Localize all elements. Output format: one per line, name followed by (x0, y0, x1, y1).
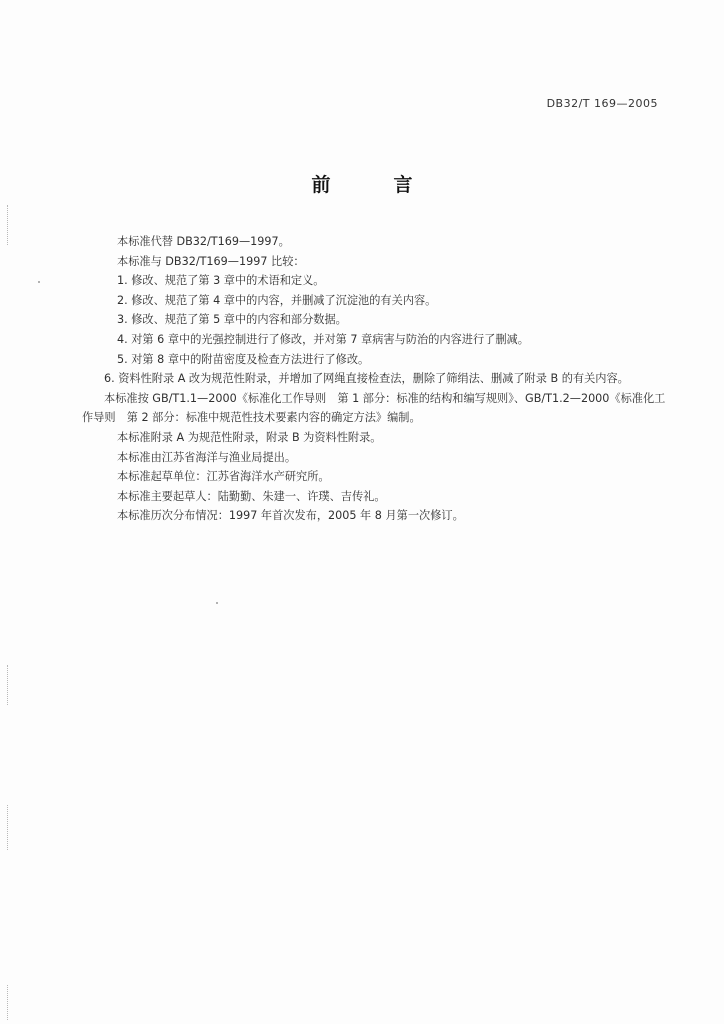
paragraph-comparison: 本标准与 DB32/T169—1997 比较： (117, 254, 305, 268)
scan-speck (216, 602, 218, 604)
standard-code: DB32/T 169—2005 (546, 97, 658, 110)
paragraph-drafting-rules: 本标准按 GB/T1.1—2000《标准化工作导则 第 1 部分：标准的结构和编写规则》、GB/T1.2—2000《标准化工作导则 第 2 部分：标准中规范性技术要素内容的确定方法》编制。 (82, 391, 666, 425)
scan-edge-mark (7, 665, 10, 705)
scan-edge-mark (7, 985, 10, 1020)
scan-speck (38, 281, 40, 283)
paragraph-proposer: 本标准由江苏省海洋与渔业局提出。 (117, 450, 297, 464)
scan-edge-mark (7, 805, 10, 850)
list-item-1: 1. 修改、规范了第 3 章中的术语和定义。 (117, 274, 325, 288)
list-item-6: 6. 资料性附录 A 改为规范性附录，并增加了网绳直接检查法，删除了筛绢法、删减了附录 B 的有关内容。 (104, 372, 629, 386)
list-item-3: 3. 修改、规范了第 5 章中的内容和部分数据。 (117, 313, 347, 327)
list-item-5: 5. 对第 8 章中的附苗密度及检查方法进行了修改。 (117, 352, 370, 366)
list-item-2: 2. 修改、规范了第 4 章中的内容，并删减了沉淀池的有关内容。 (117, 293, 437, 307)
paragraph-annexes: 本标准附录 A 为规范性附录，附录 B 为资料性附录。 (117, 430, 382, 444)
page-title: 前 言 (311, 174, 435, 196)
paragraph-replaces: 本标准代替 DB32/T169—1997。 (117, 235, 290, 248)
paragraph-drafters: 本标准主要起草人：陆勤勤、朱建一、许璞、吉传礼。 (117, 489, 386, 503)
list-item-4: 4. 对第 6 章中的光强控制进行了修改，并对第 7 章病害与防治的内容进行了删减。 (117, 332, 529, 346)
paragraph-drafting-unit: 本标准起草单位：江苏省海洋水产研究所。 (117, 470, 330, 484)
paragraph-history: 本标准历次分布情况：1997 年首次发布，2005 年 8 月第一次修订。 (117, 509, 464, 523)
scan-edge-mark (7, 205, 10, 245)
foreword-body (82, 232, 667, 526)
